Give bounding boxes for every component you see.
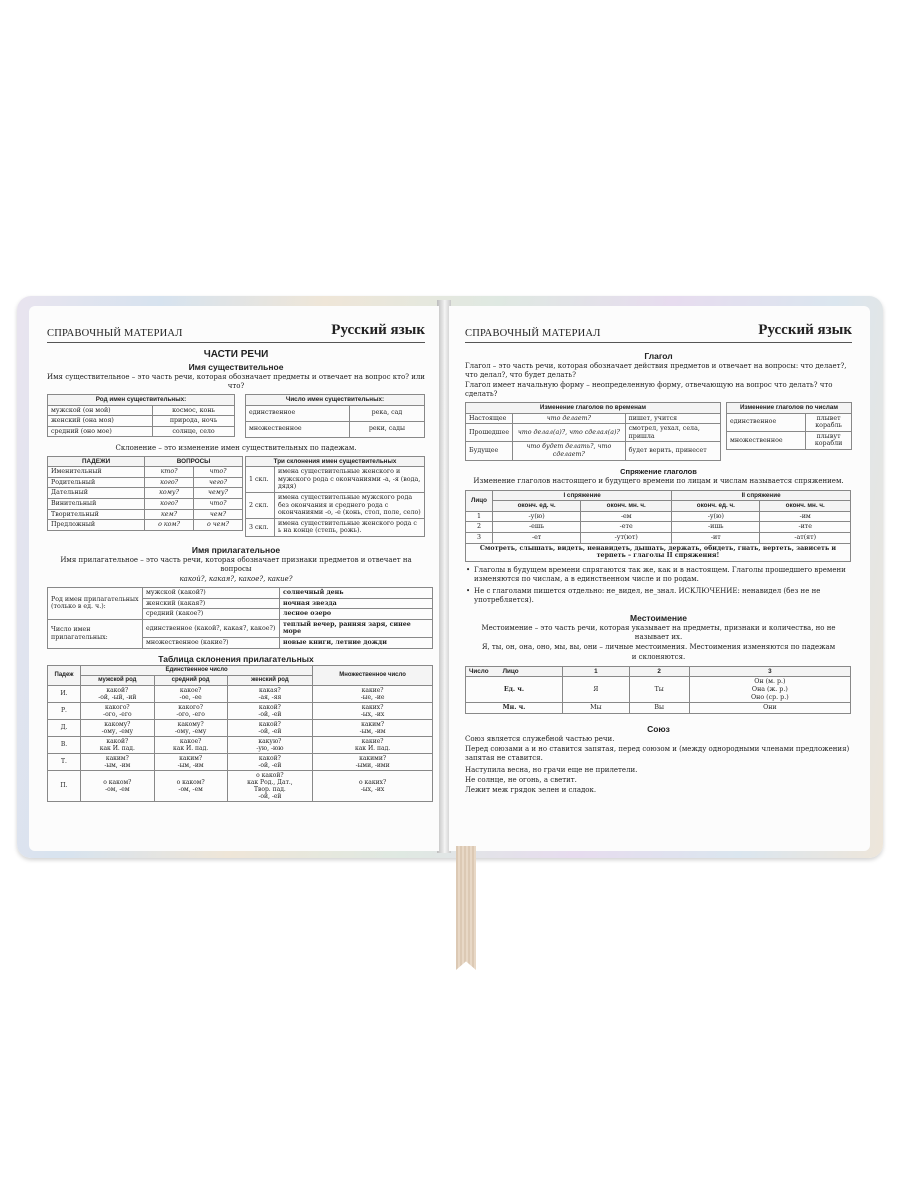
verb-tense-table: Изменение глаголов по временам Настоящее что делает? пишет, учится Прошедшее что делал(а)?, что сделал(а)? смотрел, уехал, села, пришла Будущее что будет делать?, что сделает? будет верить, принесет <box>465 402 721 461</box>
noun-gender-table <box>47 394 235 437</box>
declension-note: Склонение – это изменение имен существительных по падежам. <box>115 443 357 452</box>
table-row: 1 -у(ю) -ем -у(ю) -им <box>466 511 851 522</box>
table-row: средний (оно мое) солнце, село <box>48 426 235 437</box>
table-row: Д. какому? -ому, -ему какому? -ому, -ему какой? -ой, -ей каким? -ым, -им <box>48 719 433 736</box>
conjunction-example-2: Не солнце, не огонь, а светит. <box>465 775 577 784</box>
adjective-declension-title: Таблица склонения прилагательных <box>158 653 314 664</box>
pronoun-table: Число Лицо 1 2 3 Ед. ч. Я Ты Он (м. р.) Она (ж. р.) Оно (ср. р.) Мн. ч. Мы Вы Они <box>465 666 851 714</box>
table-row: Предложный о ком? о чем? <box>48 520 243 531</box>
pronoun-personal: Я, ты, он, она, оно, мы, вы, они – личные местоимения. Местоимения изменяются по падежам <box>481 642 836 651</box>
table-row: Винительный кого? что? <box>48 498 243 509</box>
table-row: женский (какая?) ночная звезда <box>48 598 433 609</box>
adjective-title: Имя прилагательное <box>191 544 281 555</box>
adjective-gender-number-table <box>47 587 433 649</box>
conjugation-table: Лицо I спряжение II спряжение оконч. ед. ч. оконч. мн. ч. оконч. ед. ч. оконч. мн. ч. 1 -у(ю) -ем -у(ю) -им 2 -ешь -ете -ишь -ите 3 -ет -ут(ют) -ит -ат(ят) Смотреть, слышать, видеть, ненавидеть, дышать, держать, обидеть, гнать, вертеть, зависеть и терпеть – глаголы II спряжения! <box>465 490 851 562</box>
conjugation-definition: Изменение глаголов настоящего и будущего времени по лицам и числам называется спряжением. <box>473 476 844 485</box>
table-row: мужской (он мой) космос, конь <box>48 405 235 416</box>
pronoun-definition: Местоимение – это часть речи, которая указывает на предметы, признаки и количества, но не называет их. <box>481 623 836 641</box>
table-row: Родительный кого? чего? <box>48 477 243 488</box>
verb-definition: Глагол – это часть речи, которая обозначает действия предметов и отвечает на вопросы: что делает?, что делал?, что будет делать? <box>465 362 847 379</box>
verb-infinitive: Глагол имеет начальную форму – неопределенную форму, отвечающую на вопрос что делать? что сделать? <box>465 381 833 398</box>
table-row: П. о каком? -ом, -ем о каком? -ом, -ем о какой? как Род., Дат., Твор. пад. -ой, -ей о каких? -ых, -их <box>48 770 433 801</box>
right-page <box>449 306 870 851</box>
table-row: единственное река, сад <box>246 405 425 421</box>
table-row: Настоящее что делает? пишет, учится <box>466 413 721 424</box>
parts-of-speech-title: ЧАСТИ РЕЧИ <box>203 349 269 360</box>
noun-title: Имя существительное <box>188 362 284 372</box>
adjective-questions: какой?, какая?, какое?, какие? <box>179 574 293 583</box>
table-row: женский (она моя) природа, ночь <box>48 416 235 427</box>
noun-number-table <box>245 394 425 438</box>
cases-table: ПАДЕЖИ ВОПРОСЫ Именительный кто? что? Родительный кого? чего? Дательный кому? чему? Винительный кого? что? Творительный кем? чем? Предложный о ком? о чем? <box>47 456 243 531</box>
verb-number-table: Изменение глаголов по числам единственное плывет корабль множественное плывут корабли <box>726 402 852 450</box>
table-row: единственное плывет корабль <box>727 413 852 431</box>
table-header: Число имен существительных: <box>246 395 425 406</box>
pronoun-declension: и склоняются. <box>631 652 686 661</box>
category-label: СПРАВОЧНЫЙ МАТЕРИАЛ <box>47 328 183 339</box>
table-row: Ед. ч. Я Ты Он (м. р.) Она (ж. р.) Оно (ср. р.) <box>466 677 851 703</box>
table-row: Будущее что будет делать?, что сделает? будет верить, принесет <box>466 442 721 460</box>
table-row: Творительный кем? чем? <box>48 509 243 520</box>
right-page-header <box>465 322 852 343</box>
adjective-declension-table: Падеж Единственное число Множественное число мужской род средний род женский род И. какой? -ой, -ый, -ий какое? -ое, -ее какая? -ая, -яя какие? -ые, -ие Р. какого? -ого, -его какого? -ого, -его какой? -ой, -ей каких? -ых, -их Д. какому? -ому, -ему какому? -ому, -ему какой? -ой, -ей каким? -ым, -им В. какой? как И. пад. какое? как И. пад. какую? -ую, -юю какие? как И. пад. Т. каким? -ым, -им каким? -ым, -им какой? -ой, -ей какими? -ыми, -ими П. о каком? -ом, -ем о каком? -ом, -ем о какой? как Род., Дат., Твор. пад. -ой, -ей о каких? -ых, -их <box>47 665 433 802</box>
table-row: множественное (какие?) новые книги, летние дожди <box>48 637 433 648</box>
three-declensions-table: Три склонения имен существительных 1 скл. имена существительные женского и мужского рода с окончаниями -а, -я (вода, дядя) 2 скл. имена существительные мужского рода без окончания и среднего рода с окончаниями -о, -е (конь, стол, поле, село) 3 скл. имена существительные женского рода с ь на конце (степь, рожь). <box>245 456 425 537</box>
conjunction-title: Союз <box>647 723 670 734</box>
conjunction-text-2: Перед союзами а и но ставится запятая, перед союзом и (между однородными членами предложения) запятая не ставится. <box>465 744 850 762</box>
table-row: 3 скл. имена существительные женского рода с ь на конце (степь, рожь). <box>246 518 425 536</box>
table-row: множественное реки, сады <box>246 421 425 437</box>
table-row: В. какой? как И. пад. какое? как И. пад. какую? -ую, -юю какие? как И. пад. <box>48 736 433 753</box>
table-row: Мн. ч. Мы Вы Они <box>466 703 851 714</box>
bullet-ne-with-verbs: • Не с глаголами пишется отдельно: не_видел, не_знал. ИСКЛЮЧЕНИЕ: ненавидел (без не не употребляется). <box>465 587 852 605</box>
table-row: 2 -ешь -ете -ишь -ите <box>466 522 851 533</box>
subject-title: Русский язык <box>758 322 852 338</box>
noun-definition: Имя существительное – это часть речи, которая обозначает предметы и отвечает на вопрос кто? или что? <box>47 373 425 390</box>
table-row: И. какой? -ой, -ый, -ий какое? -ое, -ее какая? -ая, -яя какие? -ые, -ие <box>48 685 433 702</box>
table-row: Род имен прилагательных (только в ед. ч.): мужской (какой?) солнечный день <box>48 587 433 598</box>
category-label: СПРАВОЧНЫЙ МАТЕРИАЛ <box>465 328 601 339</box>
table-row: Р. какого? -ого, -его какого? -ого, -его какой? -ой, -ей каких? -ых, -их <box>48 702 433 719</box>
pronoun-title: Местоимение <box>630 612 687 623</box>
table-row: 2 скл. имена существительные мужского рода без окончания и среднего рода с окончаниями -о, -е (конь, стол, поле, село) <box>246 492 425 518</box>
adjective-definition: Имя прилагательное – это часть речи, которая обозначает признаки предметов и отвечает на вопросы <box>60 555 412 573</box>
table-row: Дательный кому? чему? <box>48 488 243 499</box>
conjunction-text-1: Союз является служебной частью речи. <box>465 734 615 743</box>
verb-title: Глагол <box>644 351 673 361</box>
bookmark-ribbon[interactable] <box>456 846 476 970</box>
left-page-header <box>47 322 425 343</box>
table-row: Число имен прилагательных: единственное (какой?, какая?, какое?) теплый вечер, ранняя заря, синее море <box>48 619 433 637</box>
bullet-future-tense: • Глаголы в будущем времени спрягаются так же, как и в настоящем. Глаголы прошедшего времени изменяются по числам, а в единственном числе и по родам. <box>465 566 852 584</box>
table-row: 1 скл. имена существительные женского и мужского рода с окончаниями -а, -я (вода, дядя) <box>246 467 425 493</box>
table-row: Т. каким? -ым, -им каким? -ым, -им какой? -ой, -ей какими? -ыми, -ими <box>48 753 433 770</box>
conjugation-title: Спряжение глаголов <box>620 466 697 476</box>
table-row: Именительный кто? что? <box>48 467 243 478</box>
left-page <box>29 306 439 851</box>
conjunction-example-3: Лежит меж грядок зелен и сладок. <box>465 785 597 794</box>
table-row: средний (какое?) лесное озеро <box>48 609 433 620</box>
conjugation-exceptions-note: Смотреть, слышать, видеть, ненавидеть, дышать, держать, обидеть, гнать, вертеть, зависеть и терпеть – глаголы II спряжения! <box>466 543 851 561</box>
table-header: Род имен существительных: <box>48 395 235 406</box>
conjunction-example-1: Наступила весна, но грачи еще не прилетели. <box>465 765 638 774</box>
subject-title: Русский язык <box>331 322 425 338</box>
table-row: Прошедшее что делал(а)?, что сделал(а)? смотрел, уехал, села, пришла <box>466 424 721 442</box>
table-row: множественное плывут корабли <box>727 431 852 449</box>
table-row: 3 -ет -ут(ют) -ит -ат(ят) <box>466 532 851 543</box>
